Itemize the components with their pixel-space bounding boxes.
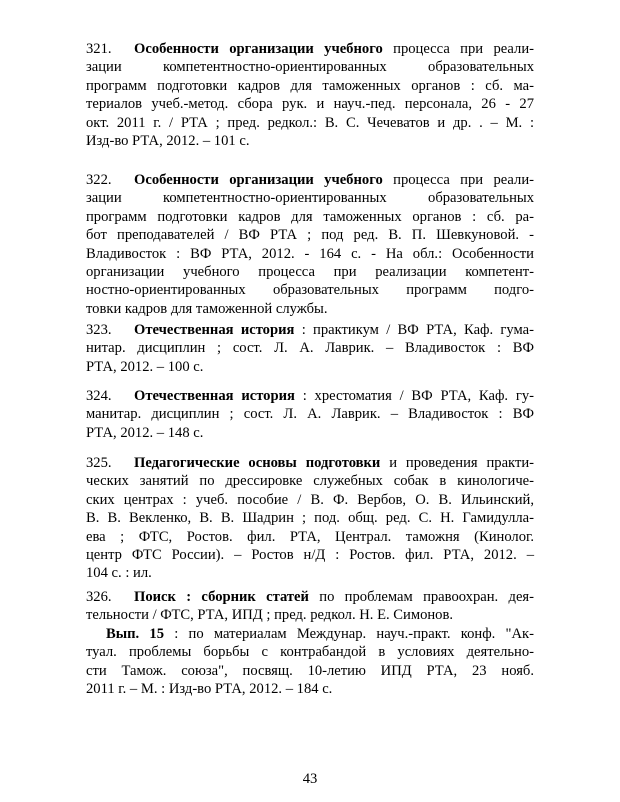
entry-number: 324. <box>86 388 112 404</box>
entry-326: 326. Поиск : сборник статей по проблемам правоохран. дея- тельности / ФТС, РТА, ИПД ; пред. редкол. Н. Е. Симонов. Вып. 15 : по материалам Междунар. науч.-практ. конф. "Ак- туал. проблемы борьбы с контрабандой в условиях деятельно- сти Тамож. союза", посвящ. 10-летию ИПД РТА, 23 нояб. 2011 г. – М. : Изд-во РТА, 2012. – 184 с. <box>86 589 534 698</box>
entry-325: 325. Педагогические основы подготовки и проведения практи- ческих занятий по дрессировке служебных собак в кинологиче- ских центрах : учеб. пособие / В. Ф. Вербов, О. В. Ильинский, В. В. Векленко, В. В. Шадрин ; под. общ. ред. С. Н. Гамидулла- ева ; ФТС, Ростов. фил. РТА, Централ. таможня (Кинолог. центр ФТС России). – Ростов н/Д : Ростов. фил. РТА, 2012. – 104 с. : ил. <box>86 455 535 582</box>
entry-323: 323. Отечественная история : практикум / ВФ РТА, Каф. гума- нитар. дисциплин ; сост. Л. А. Лаврик. – Владивосток : ВФ РТА, 2012. – 100 с. <box>86 322 534 375</box>
entry-title: Особенности организации учебного <box>134 41 383 57</box>
entry-number: 325. <box>86 455 112 471</box>
entry-title: Отечественная история <box>134 322 295 338</box>
entry-title: Поиск : сборник статей <box>134 589 309 605</box>
entry-title: Педагогические основы подготовки <box>134 455 381 471</box>
entry-title: Особенности организации учебного <box>134 172 383 188</box>
entry-321: 321. Особенности организации учебного процесса при реали- зации компетентностно-ориентированных образовательных программ подготовки кадров для таможенных органов : сб. ма- териалов учеб.-метод. сбора рук. и науч.-пед. персонала, 26 - 27 окт. 2011 г. / РТА ; пред. редкол.: В. С. Чечеватов и др. . – М. : Изд-во РТА, 2012. – 101 с. <box>86 41 534 150</box>
entry-number: 323. <box>86 322 112 338</box>
entry-title: Отечественная история <box>134 388 295 404</box>
entry-number: 321. <box>86 41 112 57</box>
page-number: 43 <box>302 771 318 787</box>
entry-text: Особенности организации учебного процесса при реали- <box>134 41 534 57</box>
entry-322: 322. Особенности организации учебного процесса при реали- зации компетентностно-ориентированных образовательных программ подготовки кадров для таможенных органов : сб. ра- бот преподавателей / ВФ РТА ; под ред. В. П. Шевкуновой. - Владивосток : ВФ РТА, 2012. - 164 с. - На обл.: Особенности организации учебного процесса при реализации компетент- ностно-ориентированных образовательных программ подго- товки кадров для таможенной службы. <box>86 172 534 317</box>
entry-324: 324. Отечественная история : хрестоматия / ВФ РТА, Каф. гу- манитар. дисциплин ; сост. Л. А. Лаврик. – Владивосток : ВФ РТА, 2012. – 148 с. <box>86 388 534 441</box>
entry-number: 326. <box>86 589 112 605</box>
volume-label: Вып. 15 <box>106 625 165 642</box>
entry-number: 322. <box>86 172 112 188</box>
